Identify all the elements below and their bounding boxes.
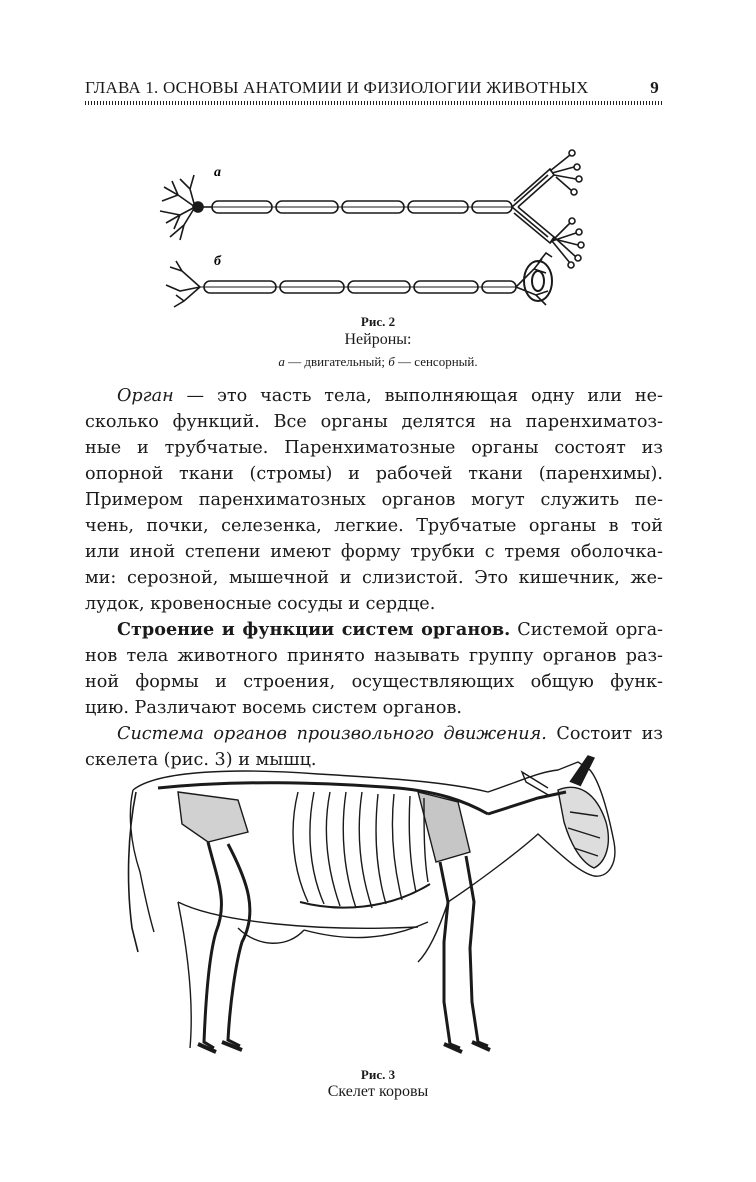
paragraph-1-line-6: чень, почки, селезенка, легкие. Трубчатые органы в той bbox=[85, 516, 663, 536]
paragraph-1-line-4: опорной ткани (стромы) и рабочей ткани (паренхимы). bbox=[85, 464, 663, 484]
figure3-title: Скелет коровы bbox=[327, 1083, 429, 1100]
paragraph-1-line-7: или иной степени имеют форму трубки с тремя оболочка- bbox=[85, 542, 663, 562]
paragraph-1-line-9: лудок, кровеносные сосуды и сердце. bbox=[85, 594, 436, 614]
neurons-illustration bbox=[150, 145, 600, 320]
figure2-title: Нейроны: bbox=[344, 331, 412, 348]
figure2-legend bbox=[0, 354, 756, 370]
paragraph-1-line-8: ми: серозной, мышечной и слизистой. Это кишечник, же- bbox=[85, 568, 663, 588]
paragraph-2-line-3: ной формы и строения, осуществляющих общую функ- bbox=[85, 672, 663, 692]
paragraph-1-line-3: ные и трубчатые. Паренхиматозные органы состоят из bbox=[85, 438, 663, 458]
section-heading: Строение и функции систем органов. bbox=[117, 619, 511, 640]
paragraph-1-line-1: Орган — это часть тела, выполняющая одну или не- bbox=[117, 386, 663, 406]
paragraph-1-line-2: сколько функций. Все органы делятся на паренхиматоз- bbox=[85, 412, 663, 432]
legend-a-text: — двигательный; bbox=[284, 354, 389, 369]
page-number: 9 bbox=[650, 78, 659, 97]
chapter-title: ГЛАВА 1. ОСНОВЫ АНАТОМИИ И ФИЗИОЛОГИИ ЖИВОТНЫХ bbox=[85, 78, 589, 97]
legend-a-letter: а bbox=[278, 354, 285, 369]
header-rule bbox=[85, 101, 663, 105]
motor-neuron bbox=[160, 150, 584, 268]
paragraph-2-line-4: цию. Различают восемь систем органов. bbox=[85, 698, 462, 718]
paragraph-2-line-2: нов тела животного принято называть группу органов раз- bbox=[85, 646, 663, 666]
paragraph-3-line-1: Система органов произвольного движения. Состоит из bbox=[117, 724, 664, 744]
paragraph-3-line-2: скелета (рис. 3) и мышц. bbox=[85, 750, 317, 770]
term-system: Система органов произвольного движения. bbox=[117, 724, 547, 744]
legend-b-text: — сенсорный. bbox=[394, 354, 478, 369]
figure-label-a: а bbox=[214, 165, 221, 180]
paragraph-1-line-5: Примером паренхиматозных органов могут служить пе- bbox=[85, 490, 663, 510]
figure3-number: Рис. 3 bbox=[360, 1067, 396, 1082]
cow-skeleton-illustration bbox=[118, 752, 628, 1064]
term-organ: Орган bbox=[117, 386, 174, 406]
running-header bbox=[85, 78, 663, 98]
figure-label-b: б bbox=[214, 254, 221, 269]
sensory-neuron bbox=[166, 253, 552, 307]
legend-b-letter: б bbox=[388, 354, 395, 369]
paragraph-2-line-1: Строение и функции систем органов. Системой орга- bbox=[117, 619, 663, 640]
figure2-number: Рис. 2 bbox=[360, 314, 396, 329]
